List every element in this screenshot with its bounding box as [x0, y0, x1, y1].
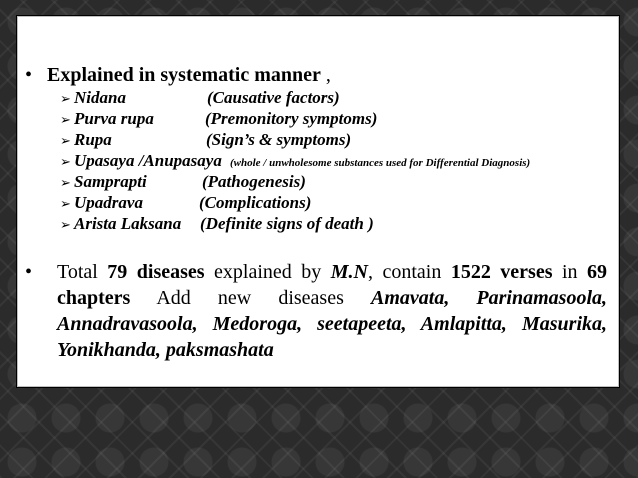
item-name: Arista Laksana — [74, 214, 182, 233]
summary-text: explained by — [204, 261, 331, 283]
arrow-icon: ➢ — [60, 113, 71, 128]
summary-text: in — [552, 261, 588, 283]
item-desc: (Pathogenesis) — [202, 172, 306, 191]
item-desc: (whole / unwholesome substances used for Differential Diagnosis) — [230, 157, 531, 169]
bullet-summary — [25, 259, 615, 363]
summary-paragraph — [57, 259, 607, 363]
list-item — [60, 130, 352, 152]
item-name: Samprapti — [74, 172, 147, 191]
author-abbr: M.N — [330, 261, 368, 283]
slide-card — [16, 15, 620, 388]
list-item — [60, 214, 374, 236]
item-name: Purva rupa — [74, 109, 154, 128]
arrow-icon: ➢ — [60, 197, 71, 212]
item-desc: (Complications) — [199, 193, 312, 212]
bullet-dot: • — [25, 64, 33, 86]
list-item — [60, 88, 340, 110]
heading-lead: Explained in systematic manner — [47, 64, 321, 86]
bullet-heading — [25, 63, 331, 87]
item-name: Rupa — [74, 130, 112, 149]
arrow-icon: ➢ — [60, 218, 71, 233]
list-item — [60, 151, 531, 173]
chapter-count: 69 chapters — [57, 261, 608, 309]
arrow-icon: ➢ — [60, 155, 71, 170]
list-item — [60, 172, 306, 194]
verse-count: 1522 verses — [450, 261, 553, 283]
item-desc: (Sign’s & symptoms) — [206, 130, 352, 149]
item-name: Nidana — [74, 88, 126, 107]
arrow-icon: ➢ — [60, 92, 71, 107]
list-item — [60, 193, 312, 215]
heading-tail: , — [320, 64, 331, 86]
item-desc: (Premonitory symptoms) — [205, 109, 378, 128]
disease-count: 79 diseases — [107, 261, 205, 283]
item-name: Upasaya /Anupasaya — [74, 151, 222, 170]
summary-text: , contain — [367, 261, 451, 283]
list-item — [60, 109, 378, 131]
arrow-icon: ➢ — [60, 176, 71, 191]
item-desc: (Causative factors) — [207, 88, 340, 107]
summary-text: Add new diseases — [130, 287, 371, 309]
item-name: Upadrava — [74, 193, 143, 212]
summary-text: Total — [57, 261, 108, 283]
item-desc: (Definite signs of death ) — [200, 214, 374, 233]
new-diseases: Amavata, Parinamasoola, Annadravasoola, Medoroga, seetapeeta, Amlapitta, Masurika, Yonikhanda, paksmashata — [57, 287, 608, 361]
arrow-icon: ➢ — [60, 134, 71, 149]
bullet-dot: • — [25, 261, 33, 283]
